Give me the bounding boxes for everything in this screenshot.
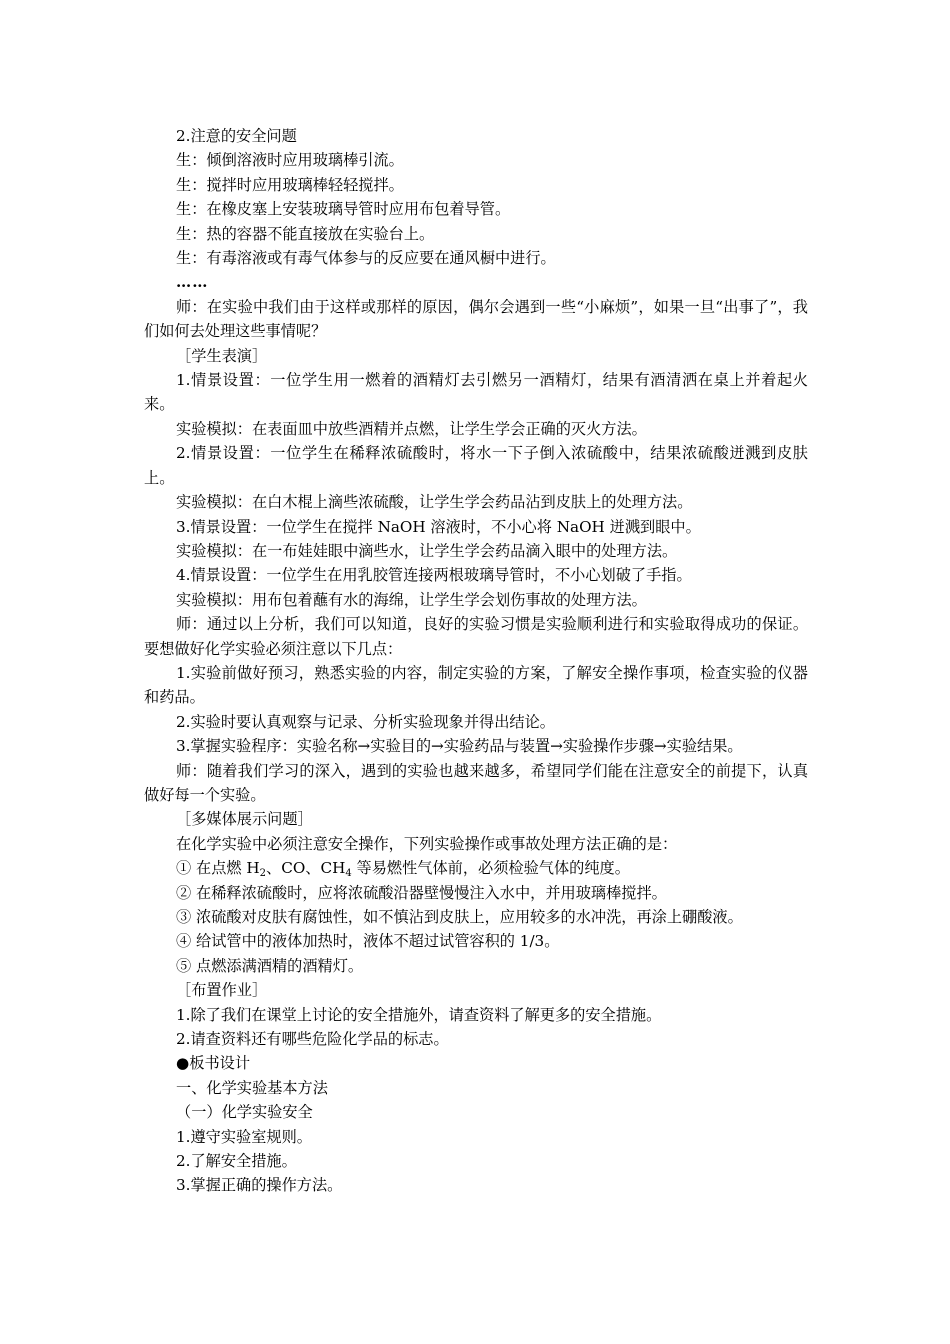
scenario-line: 1.情景设置：一位学生用一燃着的酒精灯去引燃另一酒精灯，结果有酒清洒在桌上并着起火来。 xyxy=(144,371,808,414)
option-1-suffix: 等易燃性气体前，必须检验气体的纯度。 xyxy=(351,859,630,878)
scenario-line: 3.情景设置：一位学生在搅拌 NaOH 溶液时，不小心将 NaOH 迸溅到眼中。 xyxy=(176,517,701,536)
bracket-heading: ［布置作业］ xyxy=(176,981,268,1000)
student-line: 生：热的容器不能直接放在实验台上。 xyxy=(176,224,435,243)
point-line: 3.掌握实验程序：实验名称→实验目的→实验药品与装置→实验操作步骤→实验结果。 xyxy=(176,737,743,756)
board-item: 2.了解安全措施。 xyxy=(176,1152,297,1171)
board-heading-1: 一、化学实验基本方法 xyxy=(176,1078,328,1097)
scenario-line: 2.情景设置：一位学生在稀释浓硫酸时，将水一下子倒入浓硫酸中，结果浓硫酸迸溅到皮肤上。 xyxy=(144,444,808,487)
option-3: ③ 浓硫酸对皮肤有腐蚀性，如不慎沾到皮肤上，应用较多的水冲洗，再涂上硼酸液。 xyxy=(176,908,743,926)
simulation-line: 实验模拟：用布包着蘸有水的海绵，让学生学会划伤事故的处理方法。 xyxy=(176,590,647,609)
student-line: 生：倾倒溶液时应用玻璃棒引流。 xyxy=(176,151,404,170)
teacher-line: 师：随着我们学习的深入，遇到的实验也越来越多，希望同学们能在注意安全的前提下，认真做好每一个实验。 xyxy=(144,761,808,804)
option-1 xyxy=(144,856,808,880)
simulation-line: 实验模拟：在一布娃娃眼中滴些水，让学生学会药品滴入眼中的处理方法。 xyxy=(176,541,678,560)
option-4: ④ 给试管中的液体加热时，液体不超过试管容积的 1/3。 xyxy=(176,932,560,951)
student-line: 生：在橡皮塞上安装玻璃导管时应用布包着导管。 xyxy=(176,200,511,219)
ellipsis: …… xyxy=(176,273,209,292)
teacher-line: 师：通过以上分析，我们可以知道，良好的实验习惯是实验顺利进行和实验取得成功的保证。要想做好化学实验必须注意以下几点： xyxy=(144,615,808,658)
board-heading-2: （一）化学实验安全 xyxy=(176,1103,313,1122)
board-item: 1.遵守实验室规则。 xyxy=(176,1127,312,1146)
question-stem: 在化学实验中必须注意安全操作，下列实验操作或事故处理方法正确的是： xyxy=(176,834,678,853)
board-design-heading: ●板书设计 xyxy=(176,1054,251,1073)
option-2: ② 在稀释浓硫酸时，应将浓硫酸沿器壁慢慢注入水中，并用玻璃棒搅拌。 xyxy=(176,883,667,902)
option-5: ⑤ 点燃添满酒精的酒精灯。 xyxy=(176,956,364,975)
option-1-prefix: ① 在点燃 H xyxy=(176,859,260,878)
homework-item: 2.请查资料还有哪些危险化学品的标志。 xyxy=(176,1030,449,1049)
student-line: 生：有毒溶液或有毒气体参与的反应要在通风橱中进行。 xyxy=(176,249,556,268)
point-line: 2.实验时要认真观察与记录、分析实验现象并得出结论。 xyxy=(176,712,555,731)
subscript: 4 xyxy=(345,868,352,880)
board-item: 3.掌握正确的操作方法。 xyxy=(176,1176,343,1195)
scenario-line: 4.情景设置：一位学生在用乳胶管连接两根玻璃导管时，不小心划破了手指。 xyxy=(176,566,692,585)
homework-item: 1.除了我们在课堂上讨论的安全措施外，请查资料了解更多的安全措施。 xyxy=(176,1005,662,1024)
bracket-heading: ［多媒体展示问题］ xyxy=(176,810,313,829)
section-heading: 2.注意的安全问题 xyxy=(176,127,297,145)
subscript: 2 xyxy=(259,868,267,880)
student-line: 生：搅拌时应用玻璃棒轻轻搅拌。 xyxy=(176,175,404,194)
option-1-mid: 、CO、CH xyxy=(266,859,346,878)
document-body xyxy=(144,124,808,1198)
simulation-line: 实验模拟：在白木棍上滴些浓硫酸，让学生学会药品沾到皮肤上的处理方法。 xyxy=(176,493,693,512)
teacher-line: 师：在实验中我们由于这样或那样的原因，偶尔会遇到一些“小麻烦”，如果一旦“出事了”，我们如何去处理这些事情呢？ xyxy=(144,297,808,341)
point-line: 1.实验前做好预习，熟悉实验的内容，制定实验的方案，了解安全操作事项，检查实验的仪器和药品。 xyxy=(144,663,808,707)
simulation-line: 实验模拟：在表面皿中放些酒精并点燃，让学生学会正确的灭火方法。 xyxy=(176,419,647,438)
bracket-heading: ［学生表演］ xyxy=(176,346,268,365)
